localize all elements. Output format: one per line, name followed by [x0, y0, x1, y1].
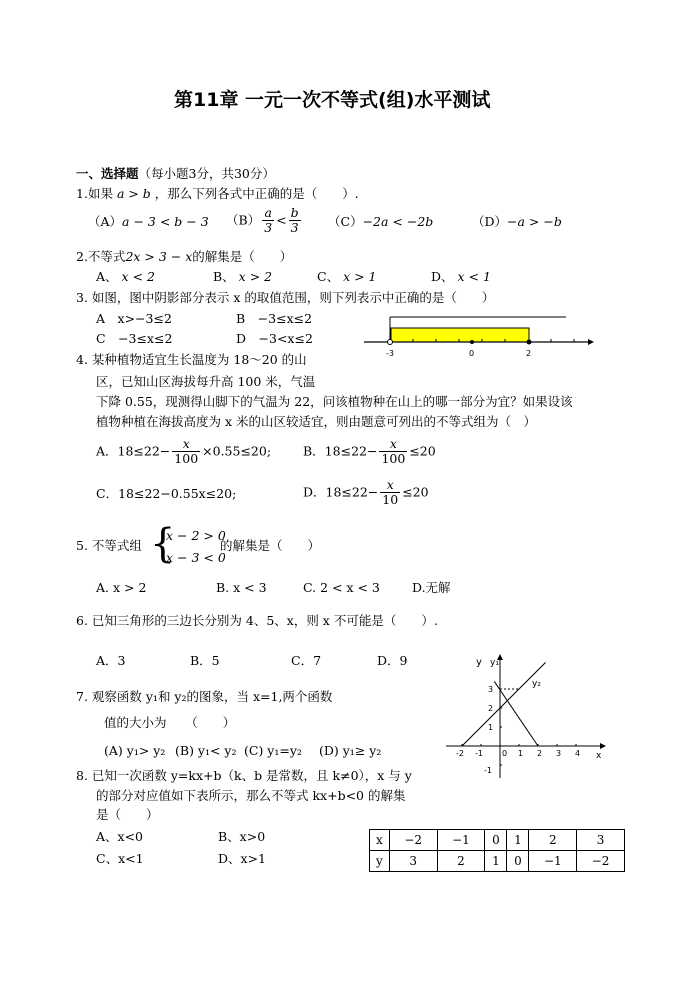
question-5-stem-a: 5. 不等式组 [76, 538, 142, 553]
q1-option-b [226, 206, 303, 235]
q8-option-b: B、x>0 [218, 829, 266, 844]
question-7-line-2: 值的大小为 （ ） [104, 715, 236, 730]
y1-line [462, 662, 546, 746]
q5-option-b: B. x < 3 [216, 580, 267, 595]
svg-text:0: 0 [502, 749, 508, 758]
q5-option-d: D.无解 [412, 580, 451, 595]
x-tick-labels [456, 749, 580, 758]
q5-option-a: A. x > 2 [96, 580, 147, 595]
x-axis-label: x [596, 751, 602, 761]
section-heading-label: 一、选择题 [76, 166, 139, 181]
q2-option-d [431, 269, 491, 285]
open-circle-left [388, 340, 393, 345]
xy-value-table [369, 829, 625, 872]
question-8-line-2: 的部分对应值如下表所示，那么不等式 kx+b<0 的解集 [96, 788, 406, 803]
q8-option-d: D、x>1 [218, 851, 266, 866]
svg-text:-2: -2 [456, 749, 464, 758]
q4-option-d-den: 10 [382, 492, 399, 507]
table-cell: x [370, 830, 390, 851]
q2-option-d-label: D、 [431, 269, 454, 284]
q6-option-b: B．5 [190, 653, 220, 668]
table-cell: −2 [577, 851, 625, 872]
table-cell: 2 [529, 830, 577, 851]
q1-option-a [88, 214, 209, 230]
q6-option-a: A．3 [96, 653, 126, 668]
q2-option-b-label: B、 [213, 269, 235, 284]
q2-option-b [213, 269, 272, 285]
q5-system-top: x − 2 > 0 [166, 528, 226, 543]
q7-option-b: (B) y₁< y₂ [175, 743, 237, 758]
question-4-line-3: 下降 0.55，现测得山脚下的气温为 22，问该植物种在山上的哪一部分为宜？如果设该 [96, 394, 573, 409]
q1-option-b-den1: 3 [264, 220, 273, 235]
tick-label-minus-3: -3 [386, 349, 394, 358]
table-row-x [370, 830, 625, 851]
q4-option-b-num: x [379, 437, 407, 452]
question-1-text-b: ，那么下列各式中正确的是（ ）. [154, 186, 359, 201]
svg-text:3: 3 [556, 749, 562, 758]
q2-option-c-expr: x > 1 [343, 269, 377, 284]
table-cell: 2 [437, 851, 485, 872]
q1-option-a-expr: a − 3 < b − 3 [122, 214, 209, 229]
q1-option-b-num1: a [262, 206, 274, 221]
q2-option-c [317, 269, 377, 285]
function-graph [440, 652, 610, 782]
q4-option-d-post: ≤20 [402, 484, 429, 500]
question-5-stem-b: 的解集是（ ） [220, 538, 321, 553]
question-8-line-3: 是（ ） [96, 807, 159, 822]
q8-option-c: C、x<1 [96, 851, 144, 866]
question-1-text-a: 如果 [87, 186, 113, 201]
svg-text:3: 3 [488, 685, 494, 694]
question-6-stem: 6. 已知三角形的三边长分别为 4、5、x，则 x 不可能是（ ）. [76, 613, 438, 628]
system-brace: { [150, 521, 176, 567]
q1-option-c-expr: −2a < −2b [362, 214, 434, 229]
q1-option-c [328, 214, 433, 230]
q7-option-d: (D) y₁≥ y₂ [319, 743, 382, 758]
number-line-figure [360, 312, 594, 362]
q4-option-b-pre: B．18≤22− [303, 443, 378, 459]
q1-option-a-label: （A） [88, 214, 123, 229]
question-2-inequality: 2x > 3 − x [125, 249, 193, 264]
q4-option-d [303, 478, 429, 507]
number-line-arrow [588, 339, 594, 345]
question-2-text-a: 2.不等式 [76, 249, 126, 264]
q3-option-d: D −3<x≤2 [236, 331, 313, 346]
svg-text:-1: -1 [484, 766, 492, 775]
table-cell: 0 [507, 851, 529, 872]
table-cell: 1 [485, 851, 507, 872]
question-8-line-1: 8. 已知一次函数 y=kx+b（k、b 是常数，且 k≠0），x 与 y [76, 768, 412, 783]
q1-option-b-lt: < [276, 212, 287, 228]
section-heading [76, 166, 275, 182]
table-cell: 3 [577, 830, 625, 851]
table-row-y [370, 851, 625, 872]
question-1-stem [76, 186, 359, 202]
table-cell: y [370, 851, 390, 872]
q4-option-a-num: x [172, 437, 200, 452]
question-1-condition: a > b [116, 186, 151, 201]
q2-option-a [96, 269, 155, 285]
q4-option-d-pre: D．18≤22− [303, 484, 379, 500]
q8-option-a: A、x<0 [96, 829, 144, 844]
q4-option-b-post: ≤20 [409, 443, 436, 459]
svg-text:1: 1 [518, 749, 524, 758]
q1-option-b-den2: 3 [290, 220, 299, 235]
question-1-number: 1. [76, 186, 88, 201]
y-axis-label: y [476, 657, 482, 668]
question-4-line-1: 4. 某种植物适宜生长温度为 18～20 的山 [76, 352, 307, 367]
q4-option-d-num: x [380, 478, 400, 493]
question-2-stem [76, 249, 292, 265]
q4-option-a-post: ×0.55≤20; [202, 443, 272, 459]
svg-text:1: 1 [488, 723, 494, 732]
q1-option-b-label: （B） [226, 212, 261, 228]
question-4-line-4: 植物种植在海拔高度为 x 米的山区较适宜，则由题意可列出的不等式组为（ ） [96, 414, 536, 429]
q4-option-a-den: 100 [174, 451, 199, 466]
q5-option-c: C. 2 < x < 3 [303, 580, 380, 595]
origin-dot [470, 340, 474, 344]
q7-option-a: (A) y₁> y₂ [104, 743, 166, 758]
closed-circle-right [527, 340, 532, 345]
svg-text:4: 4 [575, 749, 581, 758]
y2-line [494, 681, 538, 746]
q7-option-c: (C) y₁=y₂ [244, 743, 302, 758]
q3-option-b: B −3≤x≤2 [236, 311, 313, 326]
table-cell: −1 [437, 830, 485, 851]
tick-label-0: 0 [469, 349, 475, 358]
question-4-line-2: 区，已知山区海拔每升高 100 米，气温 [96, 374, 316, 389]
page-title: 第11章 一元一次不等式(组)水平测试 [174, 89, 491, 111]
q5-system-bottom: x − 3 < 0 [166, 550, 226, 565]
y2-label: y₂ [532, 679, 541, 689]
q3-option-c: C −3≤x≤2 [96, 331, 173, 346]
table-cell: 3 [389, 851, 437, 872]
q2-option-b-expr: x > 2 [238, 269, 273, 284]
q2-option-c-label: C、 [317, 269, 340, 284]
table-cell: −1 [529, 851, 577, 872]
q1-option-b-num2: b [290, 205, 299, 220]
tick-label-2: 2 [526, 349, 532, 358]
q4-option-a [96, 437, 271, 466]
svg-text:2: 2 [488, 704, 494, 713]
y-tick-labels [484, 685, 493, 775]
q2-option-d-expr: x < 1 [457, 269, 491, 284]
shaded-region [391, 328, 529, 342]
q1-option-d [472, 214, 562, 230]
question-2-text-b: 的解集是（ ） [192, 249, 293, 264]
q6-option-d: D．9 [377, 653, 408, 668]
question-3-stem: 3. 如图，图中阴影部分表示 x 的取值范围，则下列表示中正确的是（ ） [76, 290, 495, 305]
svg-text:-1: -1 [475, 749, 483, 758]
q4-option-c: C．18≤22−0.55x≤20; [96, 486, 237, 501]
table-cell: 1 [507, 830, 529, 851]
q1-option-c-label: （C） [328, 214, 363, 229]
q1-option-d-expr: −a > −b [507, 214, 562, 229]
q6-option-c: C．7 [291, 653, 322, 668]
y1-label: y₁ [490, 658, 499, 668]
question-7-line-1: 7. 观察函数 y₁和 y₂的图象，当 x=1,两个函数 [76, 689, 333, 704]
svg-text:2: 2 [537, 749, 543, 758]
q1-option-d-label: （D） [472, 214, 508, 229]
q2-option-a-label: A、 [96, 269, 118, 284]
x-axis-arrow [600, 743, 606, 749]
q4-option-b-den: 100 [381, 451, 406, 466]
table-cell: −2 [389, 830, 437, 851]
section-heading-note: （每小题3分，共30分） [138, 166, 275, 181]
table-cell: 0 [485, 830, 507, 851]
q3-option-a: A x>−3≤2 [96, 311, 172, 326]
q4-option-b [303, 437, 436, 466]
q2-option-a-expr: x < 2 [121, 269, 155, 284]
q4-option-a-pre: A．18≤22− [96, 443, 171, 459]
